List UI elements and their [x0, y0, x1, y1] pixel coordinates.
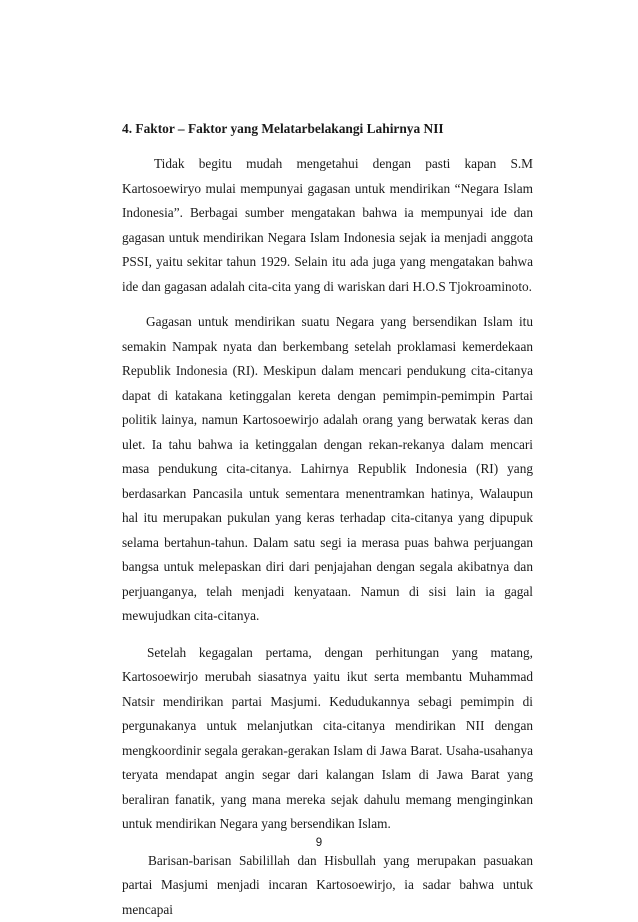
paragraph: Gagasan untuk mendirikan suatu Negara yang bersendikan Islam itu semakin Nampak nyata dan berkembang setelah proklamasi kemerdekaan Republik Indonesia (RI). Meskipun dalam mencari pendukung cita-citanya dapat di katakana ketinggalan kereta dengan pemimpin-pemimpin Partai politik lainya, namun Kartosoewirjo adalah orang yang berwatak keras dan ulet. Ia tahu bahwa ia ketinggalan dengan rekan-rekanya dalam mencari masa pendukung cita-citanya. Lahirnya Republik Indonesia (RI) yang berdasarkan Pancasila untuk sementara menentramkan hatinya, Walaupun hal itu merupakan pukulan yang keras terhadap cita-citanya yang dipupuk selama bertahun-tahun. Dalam satu segi ia merasa puas bahwa perjuangan bangsa untuk melepaskan diri dari penjajahan dengan segala akibatnya dan perjuanganya, telah menjadi kenyataan. Namun di sisi lain ia gagal mewujudkan cita-citanya. [122, 310, 533, 629]
paragraph: Setelah kegagalan pertama, dengan perhitungan yang matang, Kartosoewirjo merubah siasatnya yaitu ikut serta membantu Muhammad Natsir mendirikan partai Masjumi. Kedudukannya sebagi pemimpin di pergunakanya untuk melanjutkan cita-citanya mendirikan NII dengan mengkoordinir segala gerakan-gerakan Islam di Jawa Barat. Usaha-usahanya teryata mendapat angin segar dari kalangan Islam di Jawa Barat yang beraliran fanatik, yang mana mereka sejak dahulu memang menginginkan untuk mendirikan Negara yang bersendikan Islam. [122, 641, 533, 837]
page-content [122, 120, 533, 922]
page-number: 9 [0, 837, 638, 849]
paragraph: Barisan-barisan Sabilillah dan Hisbullah yang merupakan pasuakan partai Masjumi menjadi incaran Kartosoewirjo, ia sadar bahwa untuk mencapai [122, 849, 533, 922]
section-heading: 4. Faktor – Faktor yang Melatarbelakangi Lahirnya NII [122, 120, 533, 138]
paragraph: Tidak begitu mudah mengetahui dengan pasti kapan S.M Kartosoewiryo mulai mempunyai gagasan untuk mendirikan “Negara Islam Indonesia”. Berbagai sumber mengatakan bahwa ia mempunyai ide dan gagasan untuk mendirikan Negara Islam Indonesia sejak ia menjadi anggota PSSI, yaitu sekitar tahun 1929. Selain itu ada juga yang mengatakan bahwa ide dan gagasan adalah cita-cita yang di wariskan dari H.O.S Tjokroaminoto. [122, 152, 533, 299]
